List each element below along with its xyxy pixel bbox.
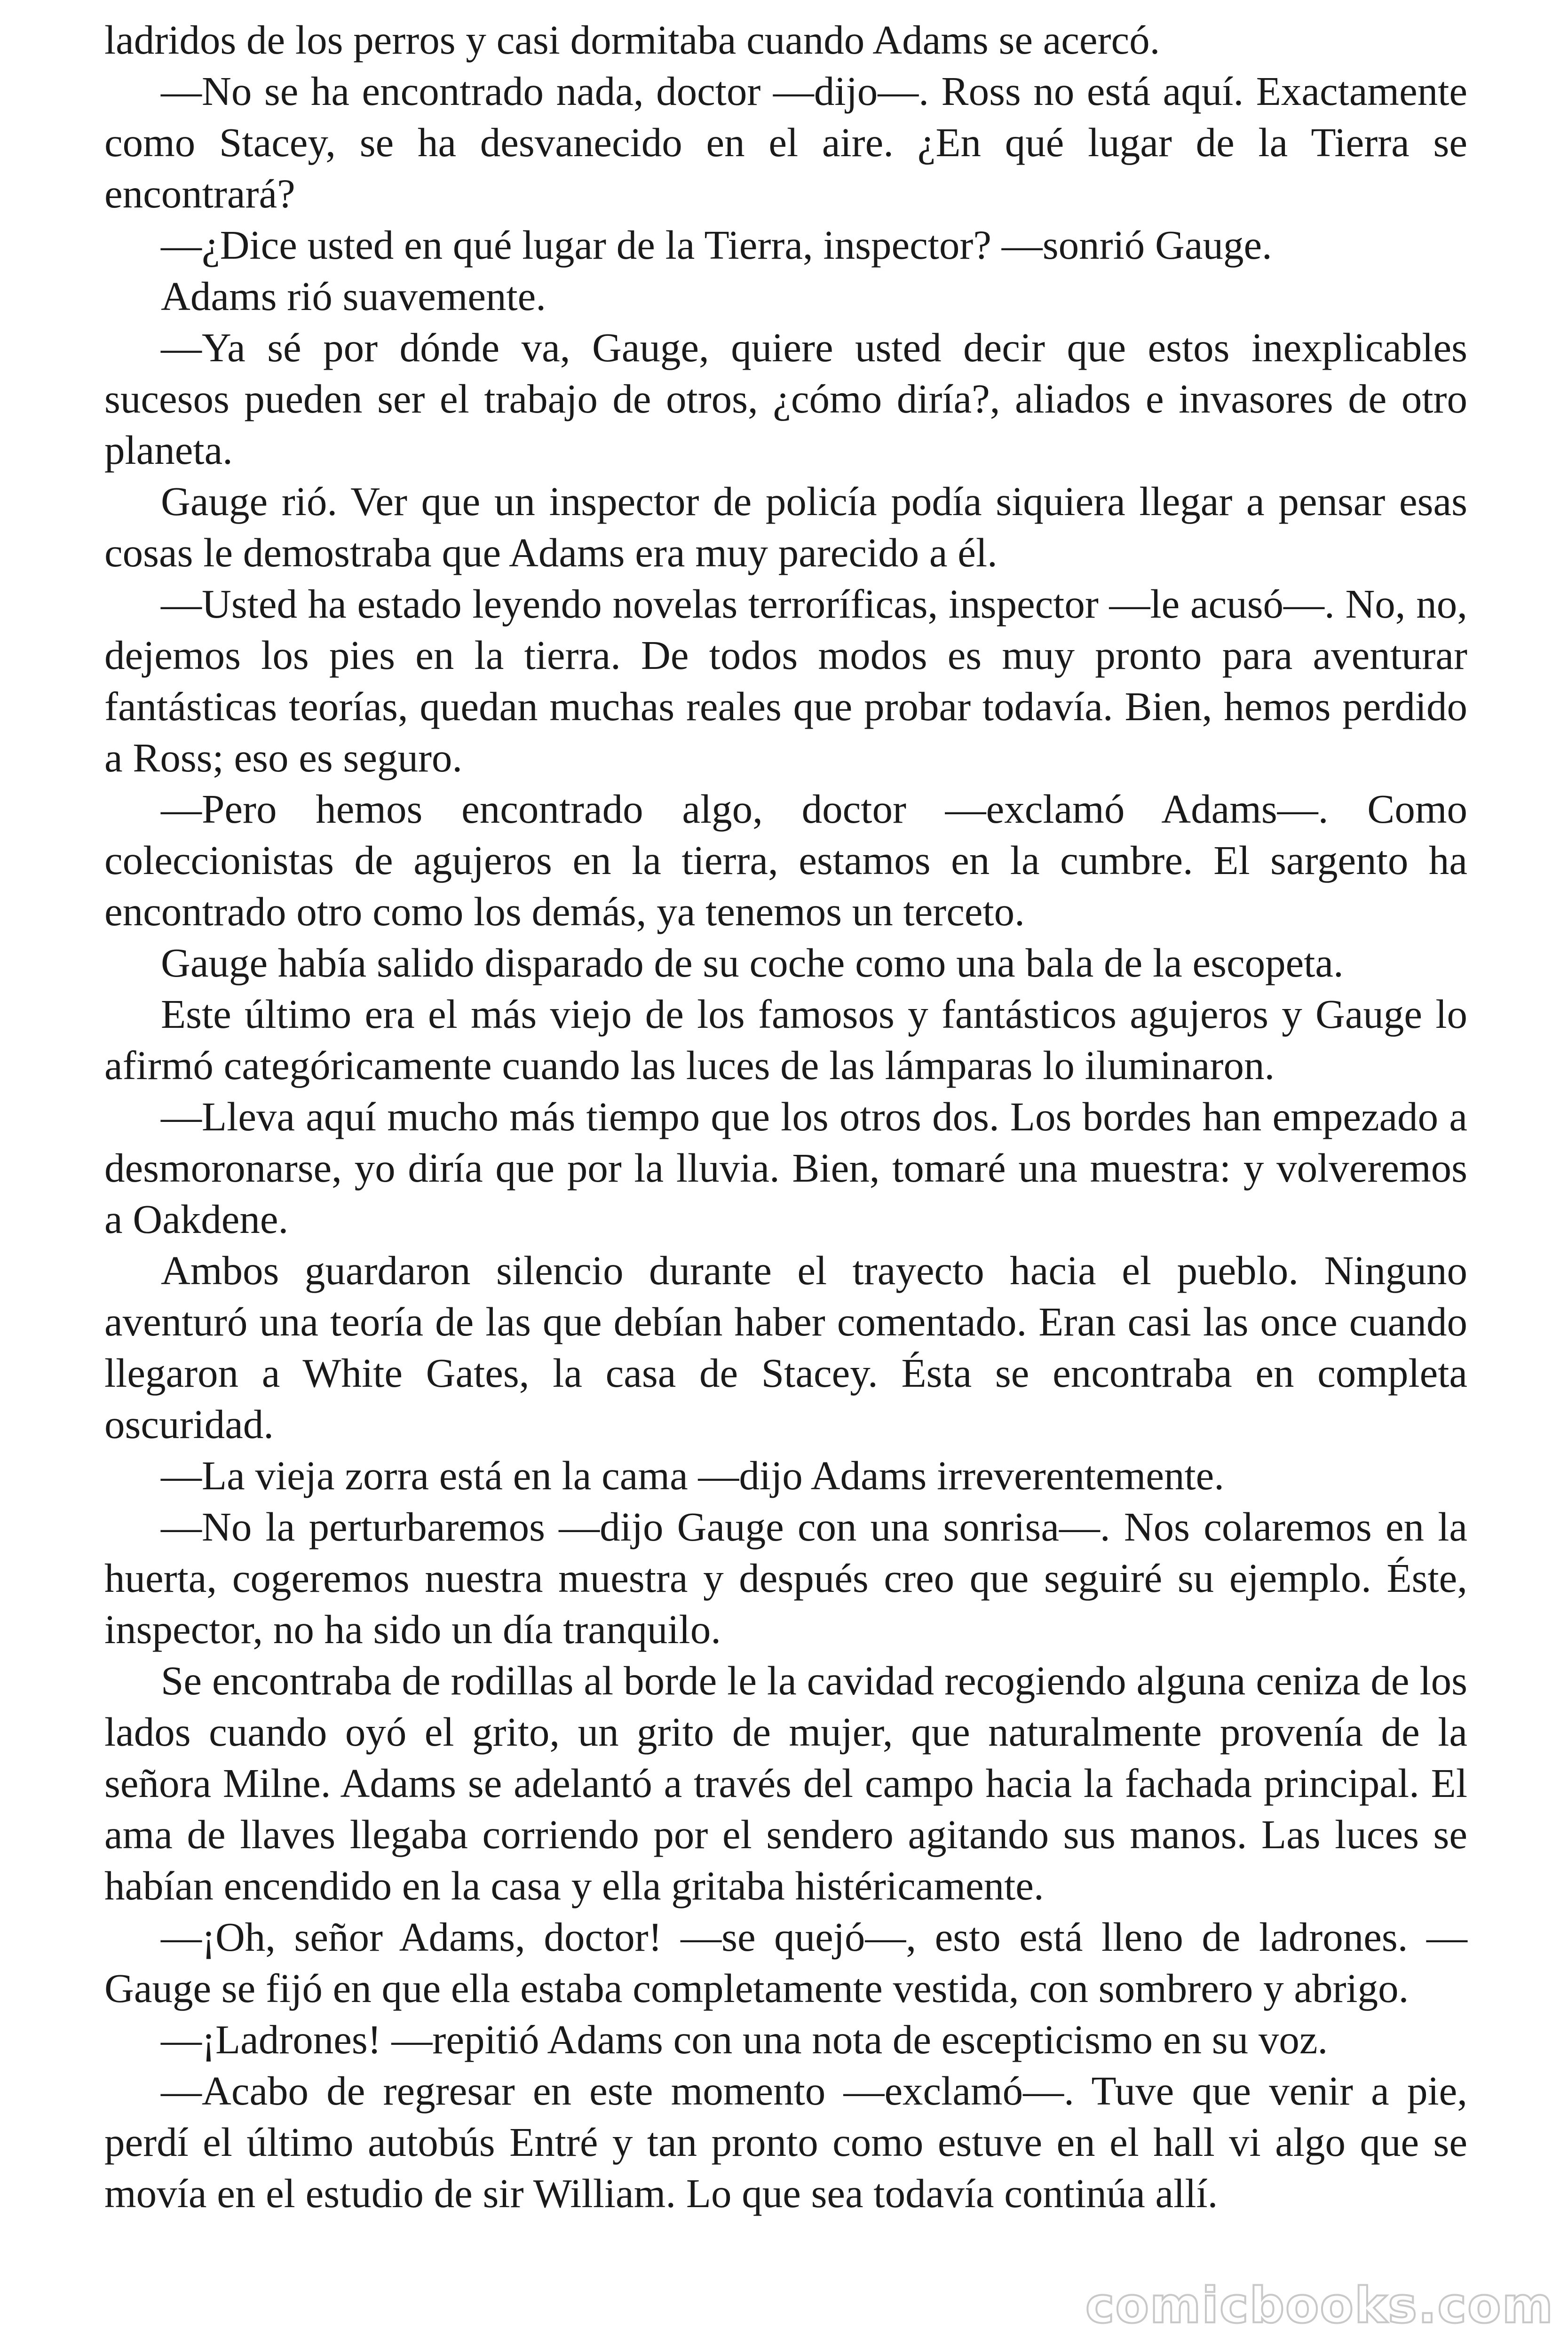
paragraph-9: Gauge había salido disparado de su coche como una bala de la escopeta. [161,940,1344,985]
paragraph-3: —¿Dice usted en qué lugar de la Tierra, inspector? —sonrió Gauge. [161,222,1272,268]
paragraph-15: Se encontraba de rodillas al borde le la cavidad recogiendo alguna ceniza de los lados cuando oyó el grito, un grito de mujer, que naturalmente provenía de la señora Milne. Adams se adelantó a través del campo hacia la fachada principal. El ama de llaves llegaba corriendo por el sendero agitando sus manos. Las luces se habían encendido en la casa y ella gritaba histéricamente. [104,1658,1467,1908]
paragraph-18: —Acabo de regresar en este momento —exclamó—. Tuve que venir a pie, perdí el último autobús Entré y tan pronto como estuve en el hall vi algo que se movía en el estudio de sir William. Lo que sea todavía continúa allí. [104,2068,1467,2216]
paragraph-7: —Usted ha estado leyendo novelas terroríficas, inspector —le acusó—. No, no, dejemos los pies en la tierra. De todos modos es muy pronto para aventurar fantásticas teorías, quedan muchas reales que probar todavía. Bien, hemos perdido a Ross; eso es seguro. [104,581,1467,780]
paragraph-5: —Ya sé por dónde va, Gauge, quiere usted decir que estos inexplicables sucesos pueden ser el trabajo de otros, ¿cómo diría?, aliados e invasores de otro planeta. [104,325,1467,473]
paragraph-17: —¡Ladrones! —repitió Adams con una nota de escepticismo en su voz. [161,2017,1328,2062]
paragraph-12: Ambos guardaron silencio durante el trayecto hacia el pueblo. Ninguno aventuró una teoría de las que debían haber comentado. Eran casi las once cuando llegaron a White Gates, la casa de Stacey. Ésta se encontraba en completa oscuridad. [104,1248,1467,1447]
paragraph-13: —La vieja zorra está en la cama —dijo Adams irreverentemente. [161,1453,1224,1498]
paragraph-10: Este último era el más viejo de los famosos y fantásticos agujeros y Gauge lo afirmó categóricamente cuando las luces de las lámparas lo iluminaron. [104,991,1467,1088]
watermark-logo: comicbooks.com [1085,2277,1554,2334]
paragraph-2: —No se ha encontrado nada, doctor —dijo—. Ross no está aquí. Exactamente como Stacey, se ha desvanecido en el aire. ¿En qué lugar de la Tierra se encontrará? [104,68,1467,216]
paragraph-11: —Lleva aquí mucho más tiempo que los otros dos. Los bordes han empezado a desmoronarse, yo diría que por la lluvia. Bien, tomaré una muestra: y volveremos a Oakdene. [104,1094,1467,1242]
paragraph-8: —Pero hemos encontrado algo, doctor —exclamó Adams—. Como coleccionistas de agujeros en la tierra, estamos en la cumbre. El sargento ha encontrado otro como los demás, ya tenemos un terceto. [104,786,1467,934]
paragraph-6: Gauge rió. Ver que un inspector de policía podía siquiera llegar a pensar esas cosas le demostraba que Adams era muy parecido a él. [104,478,1467,575]
paragraph-14: —No la perturbaremos —dijo Gauge con una sonrisa—. Nos colaremos en la huerta, cogeremos nuestra muestra y después creo que seguiré su ejemplo. Éste, inspector, no ha sido un día tranquilo. [104,1504,1467,1652]
paragraph-1: ladridos de los perros y casi dormitaba cuando Adams se acercó. [104,17,1160,63]
paragraph-4: Adams rió suavemente. [161,273,546,319]
book-page-text [104,14,1467,2219]
paragraph-16: —¡Oh, señor Adams, doctor! —se quejó—, esto está lleno de ladrones. —Gauge se fijó en que ella estaba completamente vestida, con sombrero y abrigo. [104,1914,1467,2011]
